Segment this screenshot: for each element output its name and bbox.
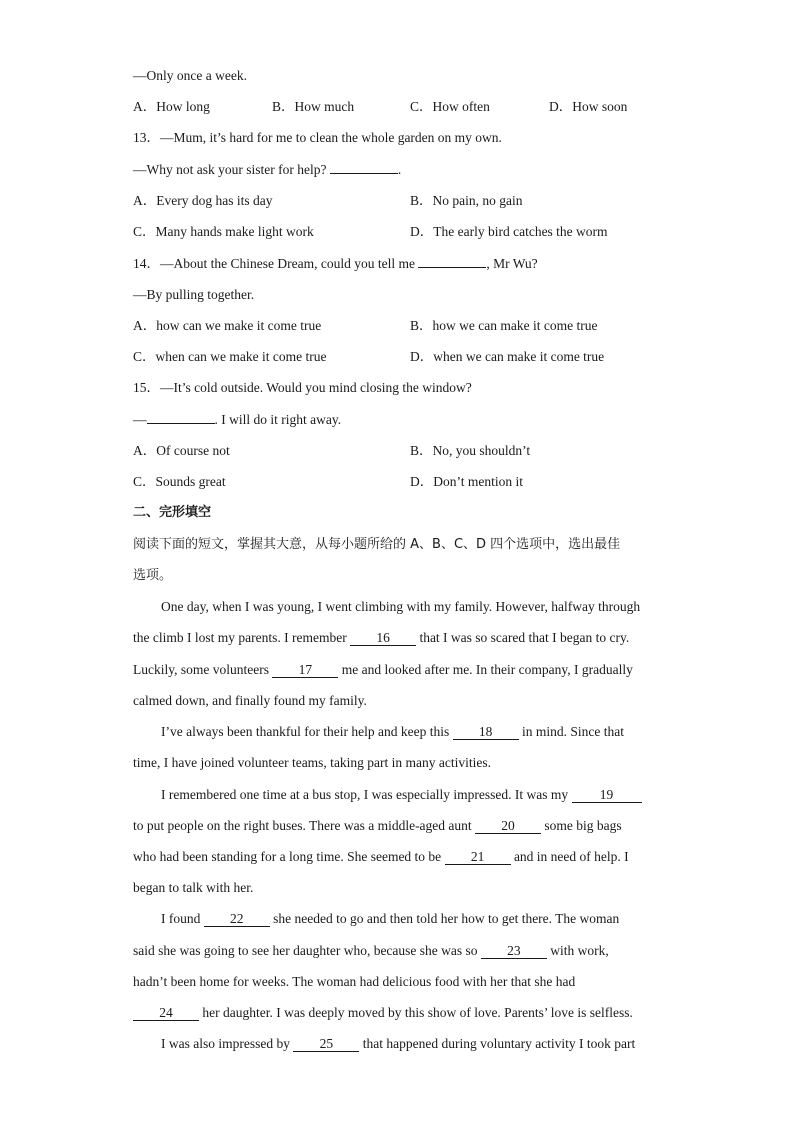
section-title: 二、完形填空 — [133, 505, 212, 520]
passage-line — [161, 723, 624, 741]
passage-text: that happened during voluntary activity I took part — [359, 1036, 636, 1051]
q15-response-dash: — — [133, 412, 147, 427]
q13-option-c: C．Many hands make light work — [133, 224, 314, 239]
q13-response-text: —Why not ask your sister for help? — [133, 162, 330, 177]
blank-19: 19 — [572, 788, 642, 803]
q14-question — [133, 255, 538, 273]
blank-16: 16 — [350, 631, 416, 646]
q14-option-d: D．when we can make it come true — [410, 349, 605, 364]
q14-option-c: C．when can we make it come true — [133, 349, 327, 364]
passage-line — [133, 942, 609, 960]
passage-line — [161, 1035, 635, 1053]
q14-question-end: , Mr Wu? — [486, 256, 538, 271]
q13-option-d: D．The early bird catches the worm — [410, 224, 608, 239]
passage-line: began to talk with her. — [133, 880, 254, 895]
blank-20: 20 — [475, 819, 541, 834]
passage-line: time, I have joined volunteer teams, taking part in many activities. — [133, 755, 492, 770]
q15-response — [133, 411, 341, 429]
blank-23: 23 — [481, 944, 547, 959]
passage-text: and in need of help. I — [510, 849, 629, 864]
q15-option-d: D．Don’t mention it — [410, 474, 523, 489]
blank-25: 25 — [293, 1037, 359, 1052]
q13-option-a: A．Every dog has its day — [133, 193, 273, 208]
passage-text: some big bags — [541, 818, 622, 833]
passage-line — [133, 629, 629, 647]
answer-blank — [330, 173, 398, 174]
passage-line — [133, 1004, 633, 1022]
blank-24: 24 — [133, 1006, 199, 1021]
passage-text: to put people on the right buses. There was a middle-aged aunt — [133, 818, 476, 833]
passage-text: she needed to go and then told her how to get there. The woman — [269, 911, 620, 926]
passage-line: One day, when I was young, I went climbing with my family. However, halfway through — [161, 599, 641, 614]
q12-answer-line: —Only once a week. — [133, 68, 247, 83]
passage-text: said she was going to see her daughter who, because she was so — [133, 943, 481, 958]
q14-question-text: 14．—About the Chinese Dream, could you tell me — [133, 256, 419, 271]
q15-question: 15．—It’s cold outside. Would you mind closing the window? — [133, 380, 472, 395]
passage-line — [161, 910, 619, 928]
passage-text: I found — [161, 911, 204, 926]
q14-option-a: A．how can we make it come true — [133, 318, 322, 333]
q12-option-b: B．How much — [272, 99, 355, 114]
q12-option-d: D．How soon — [549, 99, 628, 114]
section-instruction-line1: 阅读下面的短文，掌握其大意，从每小题所给的 A、B、C、D 四个选项中，选出最佳 — [133, 537, 621, 552]
passage-text: I’ve always been thankful for their help and keep this — [161, 724, 453, 739]
q14-option-b: B．how we can make it come true — [410, 318, 598, 333]
q12-option-c: C．How often — [410, 99, 490, 114]
q15-option-a: A．Of course not — [133, 443, 230, 458]
passage-text: I was also impressed by — [161, 1036, 294, 1051]
q12-option-a: A．How long — [133, 99, 210, 114]
q15-option-c: C．Sounds great — [133, 474, 226, 489]
q14-response: —By pulling together. — [133, 287, 255, 302]
passage-text: with work, — [546, 943, 609, 958]
passage-text: who had been standing for a long time. She seemed to be — [133, 849, 445, 864]
q15-response-text: . I will do it right away. — [214, 412, 342, 427]
answer-blank — [147, 423, 215, 424]
passage-text: I remembered one time at a bus stop, I was especially impressed. It was my — [161, 787, 572, 802]
passage-text: the climb I lost my parents. I remember — [133, 630, 351, 645]
q13-option-b: B．No pain, no gain — [410, 193, 523, 208]
passage-line — [133, 817, 622, 835]
q15-option-b: B．No, you shouldn’t — [410, 443, 531, 458]
q13-response — [133, 161, 401, 179]
passage-text: her daughter. I was deeply moved by this show of love. Parents’ love is selfless. — [199, 1005, 633, 1020]
blank-18: 18 — [453, 725, 519, 740]
section-instruction-line2: 选项。 — [133, 568, 173, 583]
blank-22: 22 — [204, 912, 270, 927]
passage-text: in mind. Since that — [518, 724, 625, 739]
passage-line — [161, 786, 642, 804]
q13-response-end: . — [397, 162, 402, 177]
passage-text: that I was so scared that I began to cry. — [416, 630, 630, 645]
blank-21: 21 — [445, 850, 511, 865]
passage-line — [133, 848, 629, 866]
passage-text: Luckily, some volunteers — [133, 662, 273, 677]
passage-line — [133, 661, 633, 679]
passage-text: me and looked after me. In their company, I gradually — [338, 662, 633, 677]
blank-17: 17 — [272, 663, 338, 678]
passage-line: hadn’t been home for weeks. The woman had delicious food with her that she had — [133, 974, 576, 989]
passage-line: calmed down, and finally found my family. — [133, 693, 367, 708]
q13-question: 13．—Mum, it’s hard for me to clean the whole garden on my own. — [133, 130, 502, 145]
answer-blank — [418, 267, 486, 268]
